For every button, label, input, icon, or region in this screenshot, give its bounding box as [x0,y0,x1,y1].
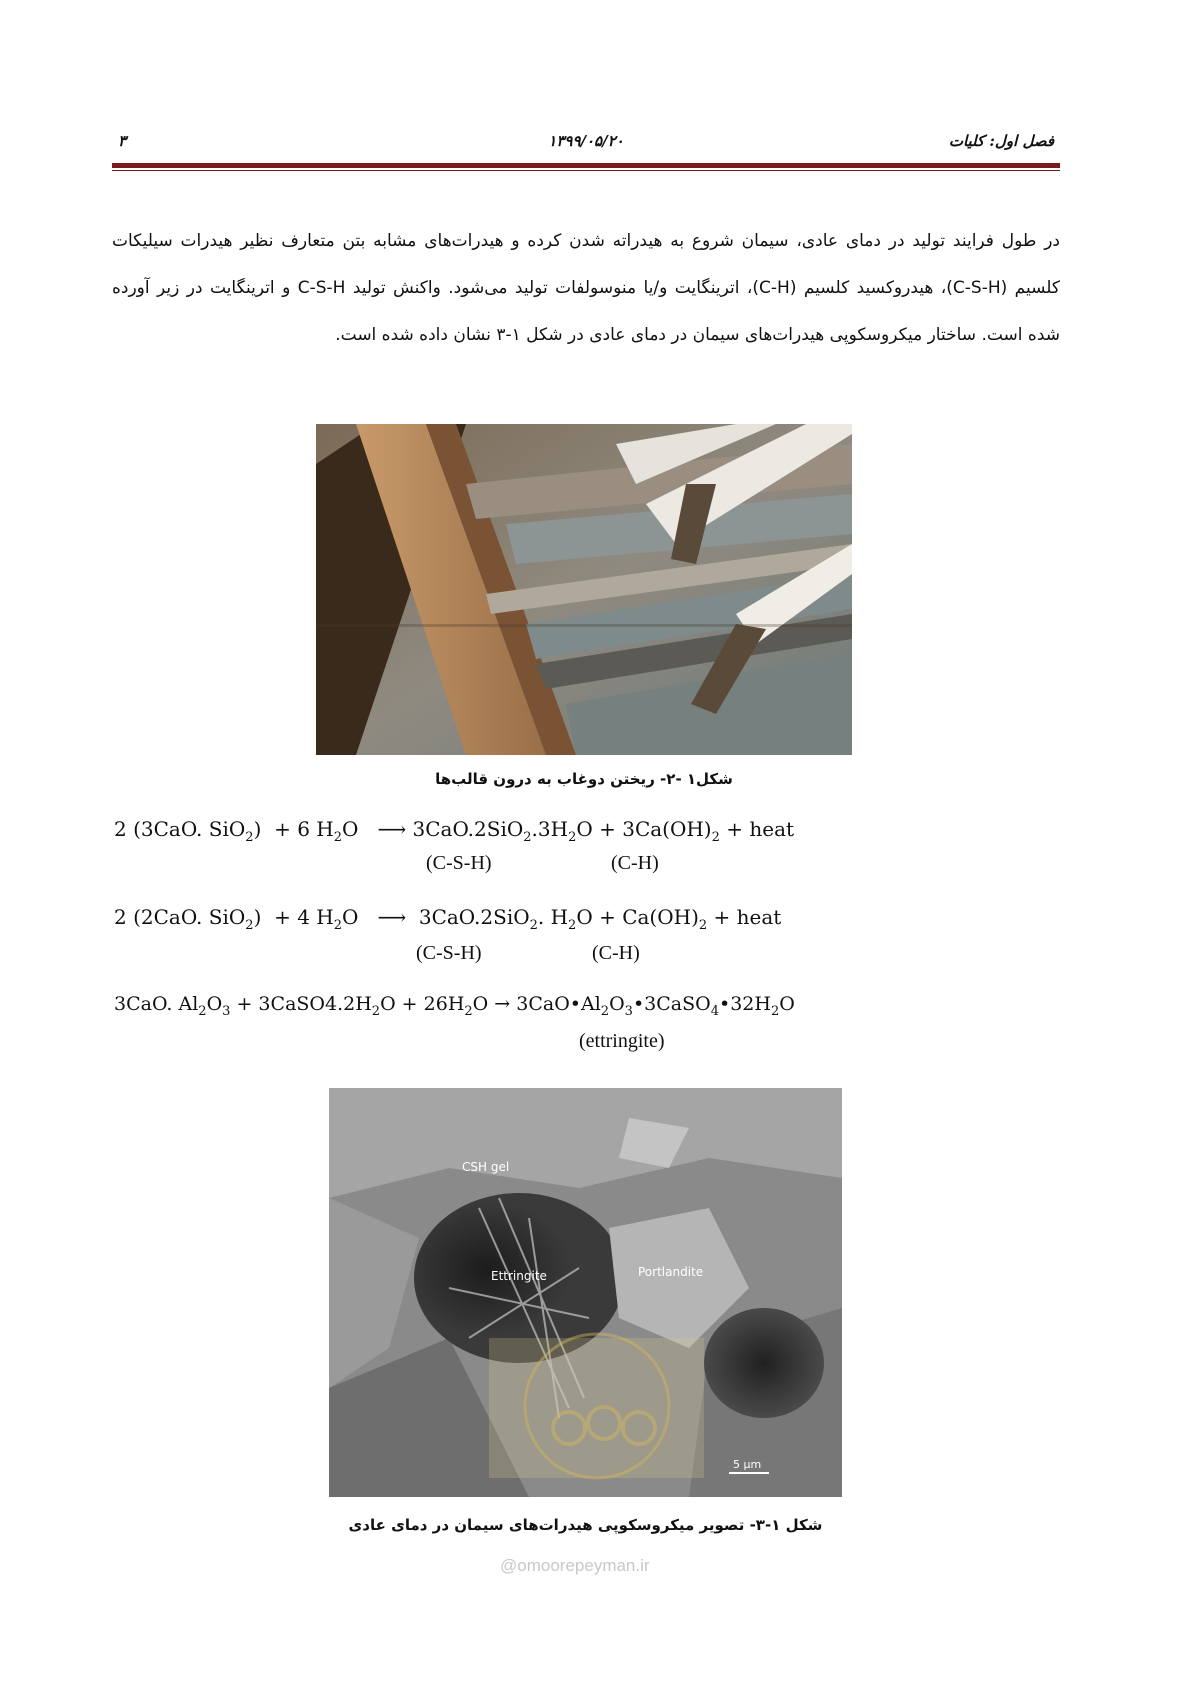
sem-label-portlandite: Portlandite [638,1265,704,1279]
figure2-caption: شکل ۱-۳- تصویر میکروسکوپی هیدرات‌های سیمان در دمای عادی [348,1516,823,1534]
sem-label-csh-gel: CSH gel [462,1160,510,1174]
page-number: ۳ [118,132,127,150]
sem-label-ettringite: Ettringite [491,1269,547,1283]
equation-2: 2 (2CaO. SiO$_2$) + 4 $H_2O$ ⟶ 3CaO.2SiO$_2$. $H_2O + Ca(OH)_2$ + heat [114,905,782,933]
eq1-label-csh: (C-S-H) [426,852,492,874]
header-rule-thin [112,170,1060,171]
equation-3: 3CaO. $Al_2O_3$ + $3CaSO4.2H_2O + 26H_2O$ → $3CaO•Al_2O_3•3CaSO_4•32H_2O$ [114,993,795,1019]
header-rule-thick [112,163,1060,168]
equation-1: 2 (3CaO. SiO$_2$) + 6 $H_2O$ ⟶ $3CaO.2SiO_2.3H_2O + 3Ca(OH)_2$ + heat [114,817,795,845]
watermark-site-text: @omoorepeyman.ir [500,1556,650,1575]
eq2-label-ch: (C-H) [592,942,640,964]
body-paragraph: در طول فرایند تولید در دمای عادی، سیمان شروع به هیدراته شدن کرده و هیدرات‌های مشابه بتن متعارف نظیر هیدرات سیلیکات کلسیم (C-S-H)، هیدروکسید کلسیم (C-H)، اترینگایت و/یا منوسولفات تولید می‌شود. واکنش تولید C-S-H و اترینگایت در زیر آورده شده است. ساختار میکروسکوپی هیدرات‌های سیمان در دمای عادی در شکل ۱-۳ نشان داده شده است. [112,231,1061,345]
figure-pouring-slurry-photo [316,424,852,755]
sem-scale-bar-label: 5 µm [733,1458,762,1471]
header-date: ۱۳۹۹/۰۵/۲۰ [548,132,624,150]
page-header [112,132,1060,154]
figure-sem-micrograph [329,1088,842,1497]
eq1-label-ch: (C-H) [611,852,659,874]
chapter-title: فصل اول: کلیات [948,132,1054,150]
eq3-label-ettringite: (ettringite) [579,1030,665,1052]
figure1-caption: شکل۱ -۲- ریختن دوغاب به درون قالب‌ها [435,770,733,788]
eq2-label-csh: (C-S-H) [416,942,482,964]
watermark-at-icon: @ [500,1556,518,1575]
